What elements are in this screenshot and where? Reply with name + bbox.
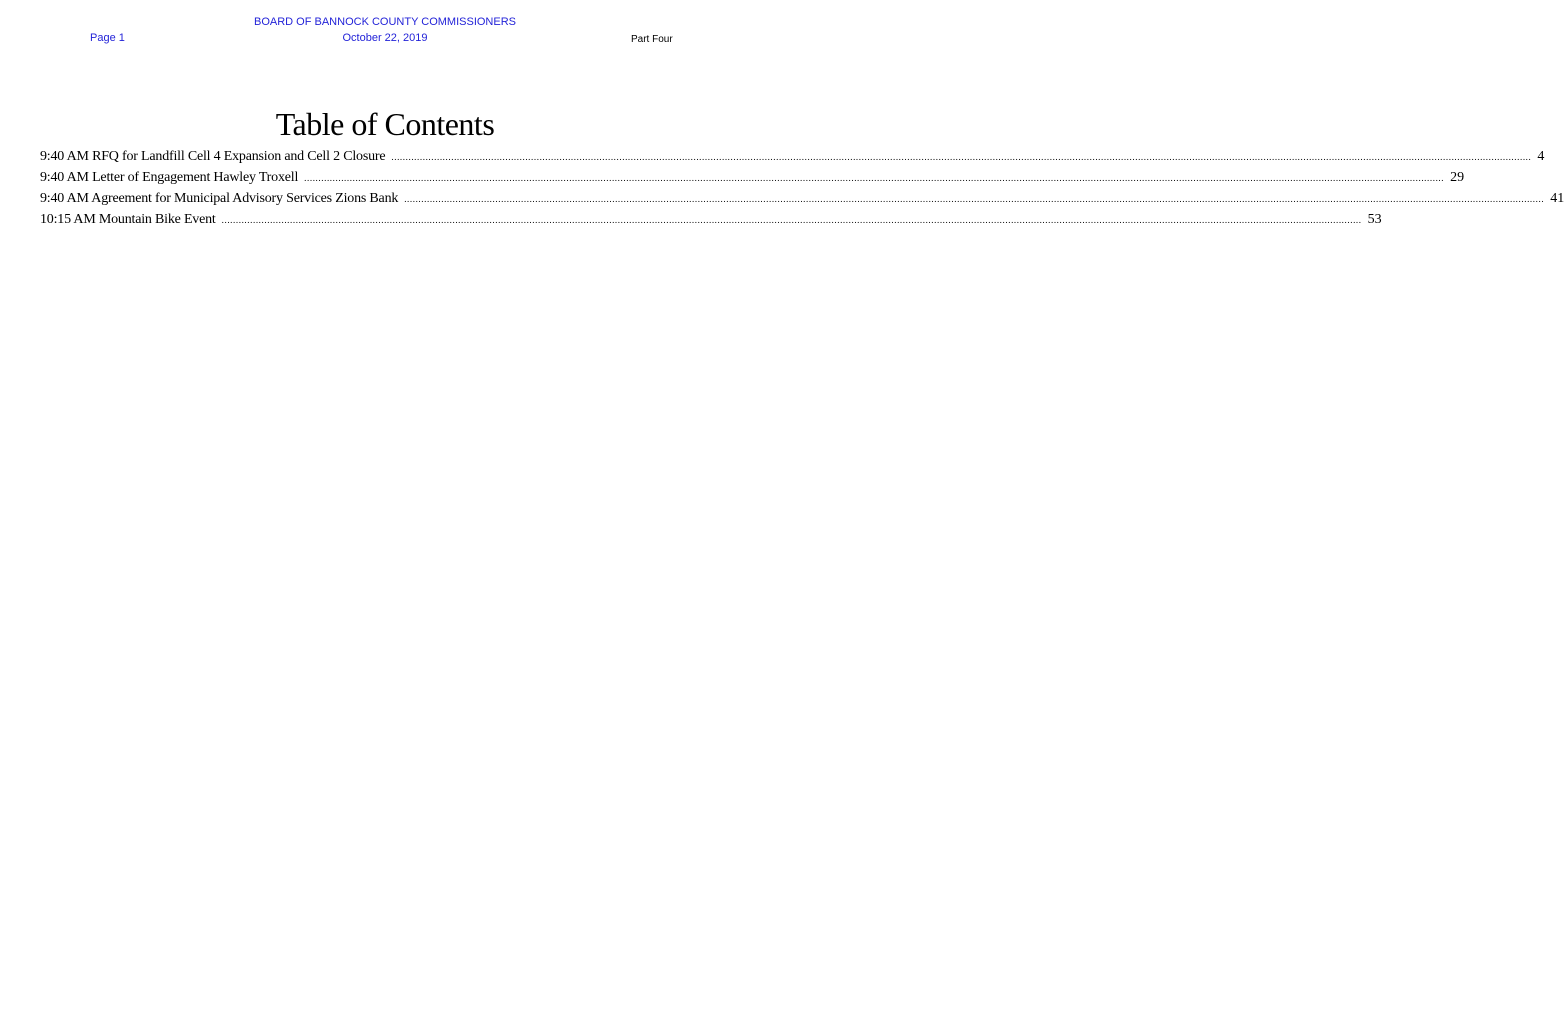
page-number-label: Page 1 (90, 32, 125, 44)
toc-entry[interactable] (40, 209, 1382, 230)
toc-entry-page[interactable]: 4 (1537, 149, 1545, 164)
toc-leader-dots: ................................................................................................................................................................................................................................................................................................................................................................................................................ (404, 194, 1545, 204)
toc-entry-page[interactable]: 41 (1550, 191, 1564, 206)
toc-entry-title[interactable]: 9:40 AM Letter of Engagement Hawley Troxell (40, 170, 299, 185)
toc-entry[interactable] (40, 146, 1545, 167)
toc-entry[interactable] (40, 188, 1564, 209)
toc-entry-page[interactable]: 53 (1367, 212, 1382, 227)
toc-leader-dots: ................................................................................................................................................................................................................................................................................................................................................................................................................ (304, 173, 1445, 183)
toc-entry-title[interactable]: 9:40 AM RFQ for Landfill Cell 4 Expansion and Cell 2 Closure (40, 149, 386, 164)
toc-entry-title[interactable]: 9:40 AM Agreement for Municipal Advisory Services Zions Bank (40, 191, 399, 206)
meeting-date: October 22, 2019 (342, 32, 428, 44)
organization-header: BOARD OF BANNOCK COUNTY COMMISSIONERS (254, 16, 516, 28)
toc-title: Table of Contents (275, 106, 495, 142)
part-label: Part Four (631, 34, 673, 45)
toc-entry-page[interactable]: 29 (1450, 170, 1465, 185)
toc-entry-title[interactable]: 10:15 AM Mountain Bike Event (40, 212, 216, 227)
toc-leader-dots: ................................................................................................................................................................................................................................................................................................................................................................................................................ (391, 152, 1532, 162)
toc-leader-dots: ................................................................................................................................................................................................................................................................................................................................................................................................................ (221, 215, 1362, 225)
toc-entry[interactable] (40, 167, 1465, 188)
toc-list (40, 146, 1564, 230)
